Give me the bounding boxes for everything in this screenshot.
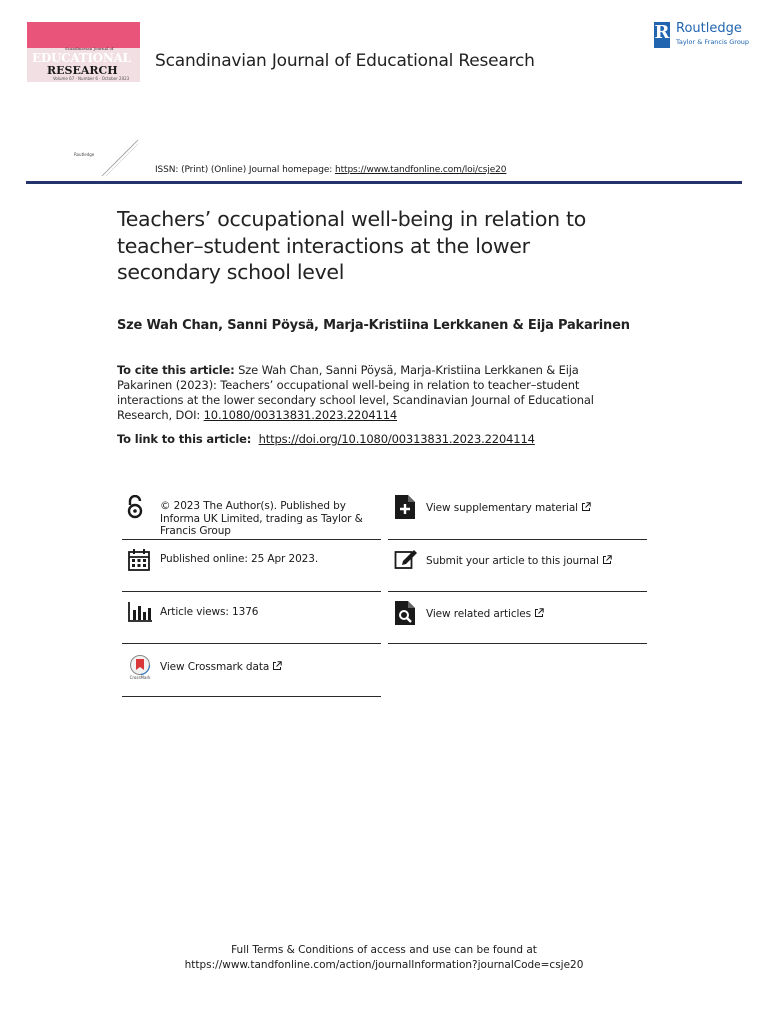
cover-title-line2: RESEARCH (47, 64, 118, 77)
link-label: To link to this article: (117, 432, 256, 446)
supplementary-link[interactable] (426, 502, 646, 515)
left-row-divider (122, 591, 381, 592)
left-row-divider (122, 643, 381, 644)
crossmark-link[interactable] (160, 661, 384, 674)
right-row-divider (388, 643, 647, 644)
journal-homepage-link[interactable]: https://www.tandfonline.com/loi/csje20 (334, 165, 507, 175)
footer-terms: Full Terms & Conditions of access and use can be found at (231, 944, 537, 956)
supplementary-link-label[interactable]: View supplementary material (426, 502, 578, 514)
left-row-divider (122, 539, 381, 540)
open-access-icon (124, 495, 146, 519)
submit-article-link-label[interactable]: Submit your article to this journal (426, 555, 599, 567)
left-row-divider (122, 696, 381, 697)
external-link-icon (534, 608, 544, 618)
external-link-icon (602, 555, 612, 565)
external-link-icon (581, 502, 591, 512)
article-authors: Sze Wah Chan, Sanni Pöysä, Marja-Kristiina Lerkkanen & Eija Pakarinen (117, 318, 630, 333)
link-block (117, 432, 535, 446)
issn-line (155, 165, 506, 175)
journal-cover-thumbnail (27, 22, 140, 82)
decorative-slash-icon (100, 138, 140, 178)
issn-prefix: ISSN: (Print) (Online) Journal homepage: (155, 165, 335, 175)
search-document-icon (394, 600, 416, 626)
article-doi-link[interactable]: https://doi.org/10.1080/00313831.2023.2204114 (258, 432, 535, 446)
right-row-divider (388, 539, 647, 540)
article-title: Teachers’ occupational well-being in relation to teacher–student interactions at the lower secondary school level (117, 207, 586, 284)
related-articles-link[interactable] (426, 608, 646, 621)
article-views: Article views: 1376 (160, 606, 259, 618)
external-link-icon (272, 661, 282, 671)
crossmark-link-label[interactable]: View Crossmark data (160, 661, 270, 673)
citation-block (117, 363, 637, 423)
cover-issue: Volume 67 · Number 6 · October 2023 (53, 76, 130, 81)
journal-name: Scandinavian Journal of Educational Research (155, 51, 535, 71)
publisher-subtitle: Taylor & Francis Group (676, 38, 750, 46)
cite-label: To cite this article: (117, 363, 235, 377)
bar-chart-icon (127, 600, 153, 624)
published-date: Published online: 25 Apr 2023. (160, 553, 319, 565)
header-divider (26, 181, 742, 184)
calendar-icon (127, 548, 151, 572)
submit-article-link[interactable] (426, 555, 646, 568)
routledge-logo-icon: R (654, 22, 670, 48)
copyright-notice: © 2023 The Author(s). Published by Informa UK Limited, trading as Taylor & Francis Group (160, 500, 363, 537)
cite-doi-link[interactable]: 10.1080/00313831.2023.2204114 (203, 408, 398, 422)
publisher-name: Routledge (676, 21, 742, 36)
document-plus-icon (394, 494, 416, 520)
mini-publisher-logo: Routledge (74, 152, 95, 157)
footer-terms-url[interactable]: https://www.tandfonline.com/action/journalInformation?journalCode=csje20 (184, 959, 584, 971)
cover-title-line1: EDUCATIONAL (32, 51, 131, 65)
cite-text: Sze Wah Chan, Sanni Pöysä, Marja-Kristiina Lerkkanen & Eija Pakarinen (2023): Teachers’ occupational well-being in relation to teacher–student interactions at the lower secondary school level, Scandinavian Journal of Educational Research, DOI: (117, 363, 594, 422)
right-row-divider (388, 591, 647, 592)
related-articles-link-label[interactable]: View related articles (426, 608, 532, 620)
edit-icon (394, 547, 418, 571)
footer (0, 943, 768, 973)
cover-small-title: Scandinavian Journal of (65, 46, 114, 51)
crossmark-caption: CrossMark (129, 675, 151, 680)
